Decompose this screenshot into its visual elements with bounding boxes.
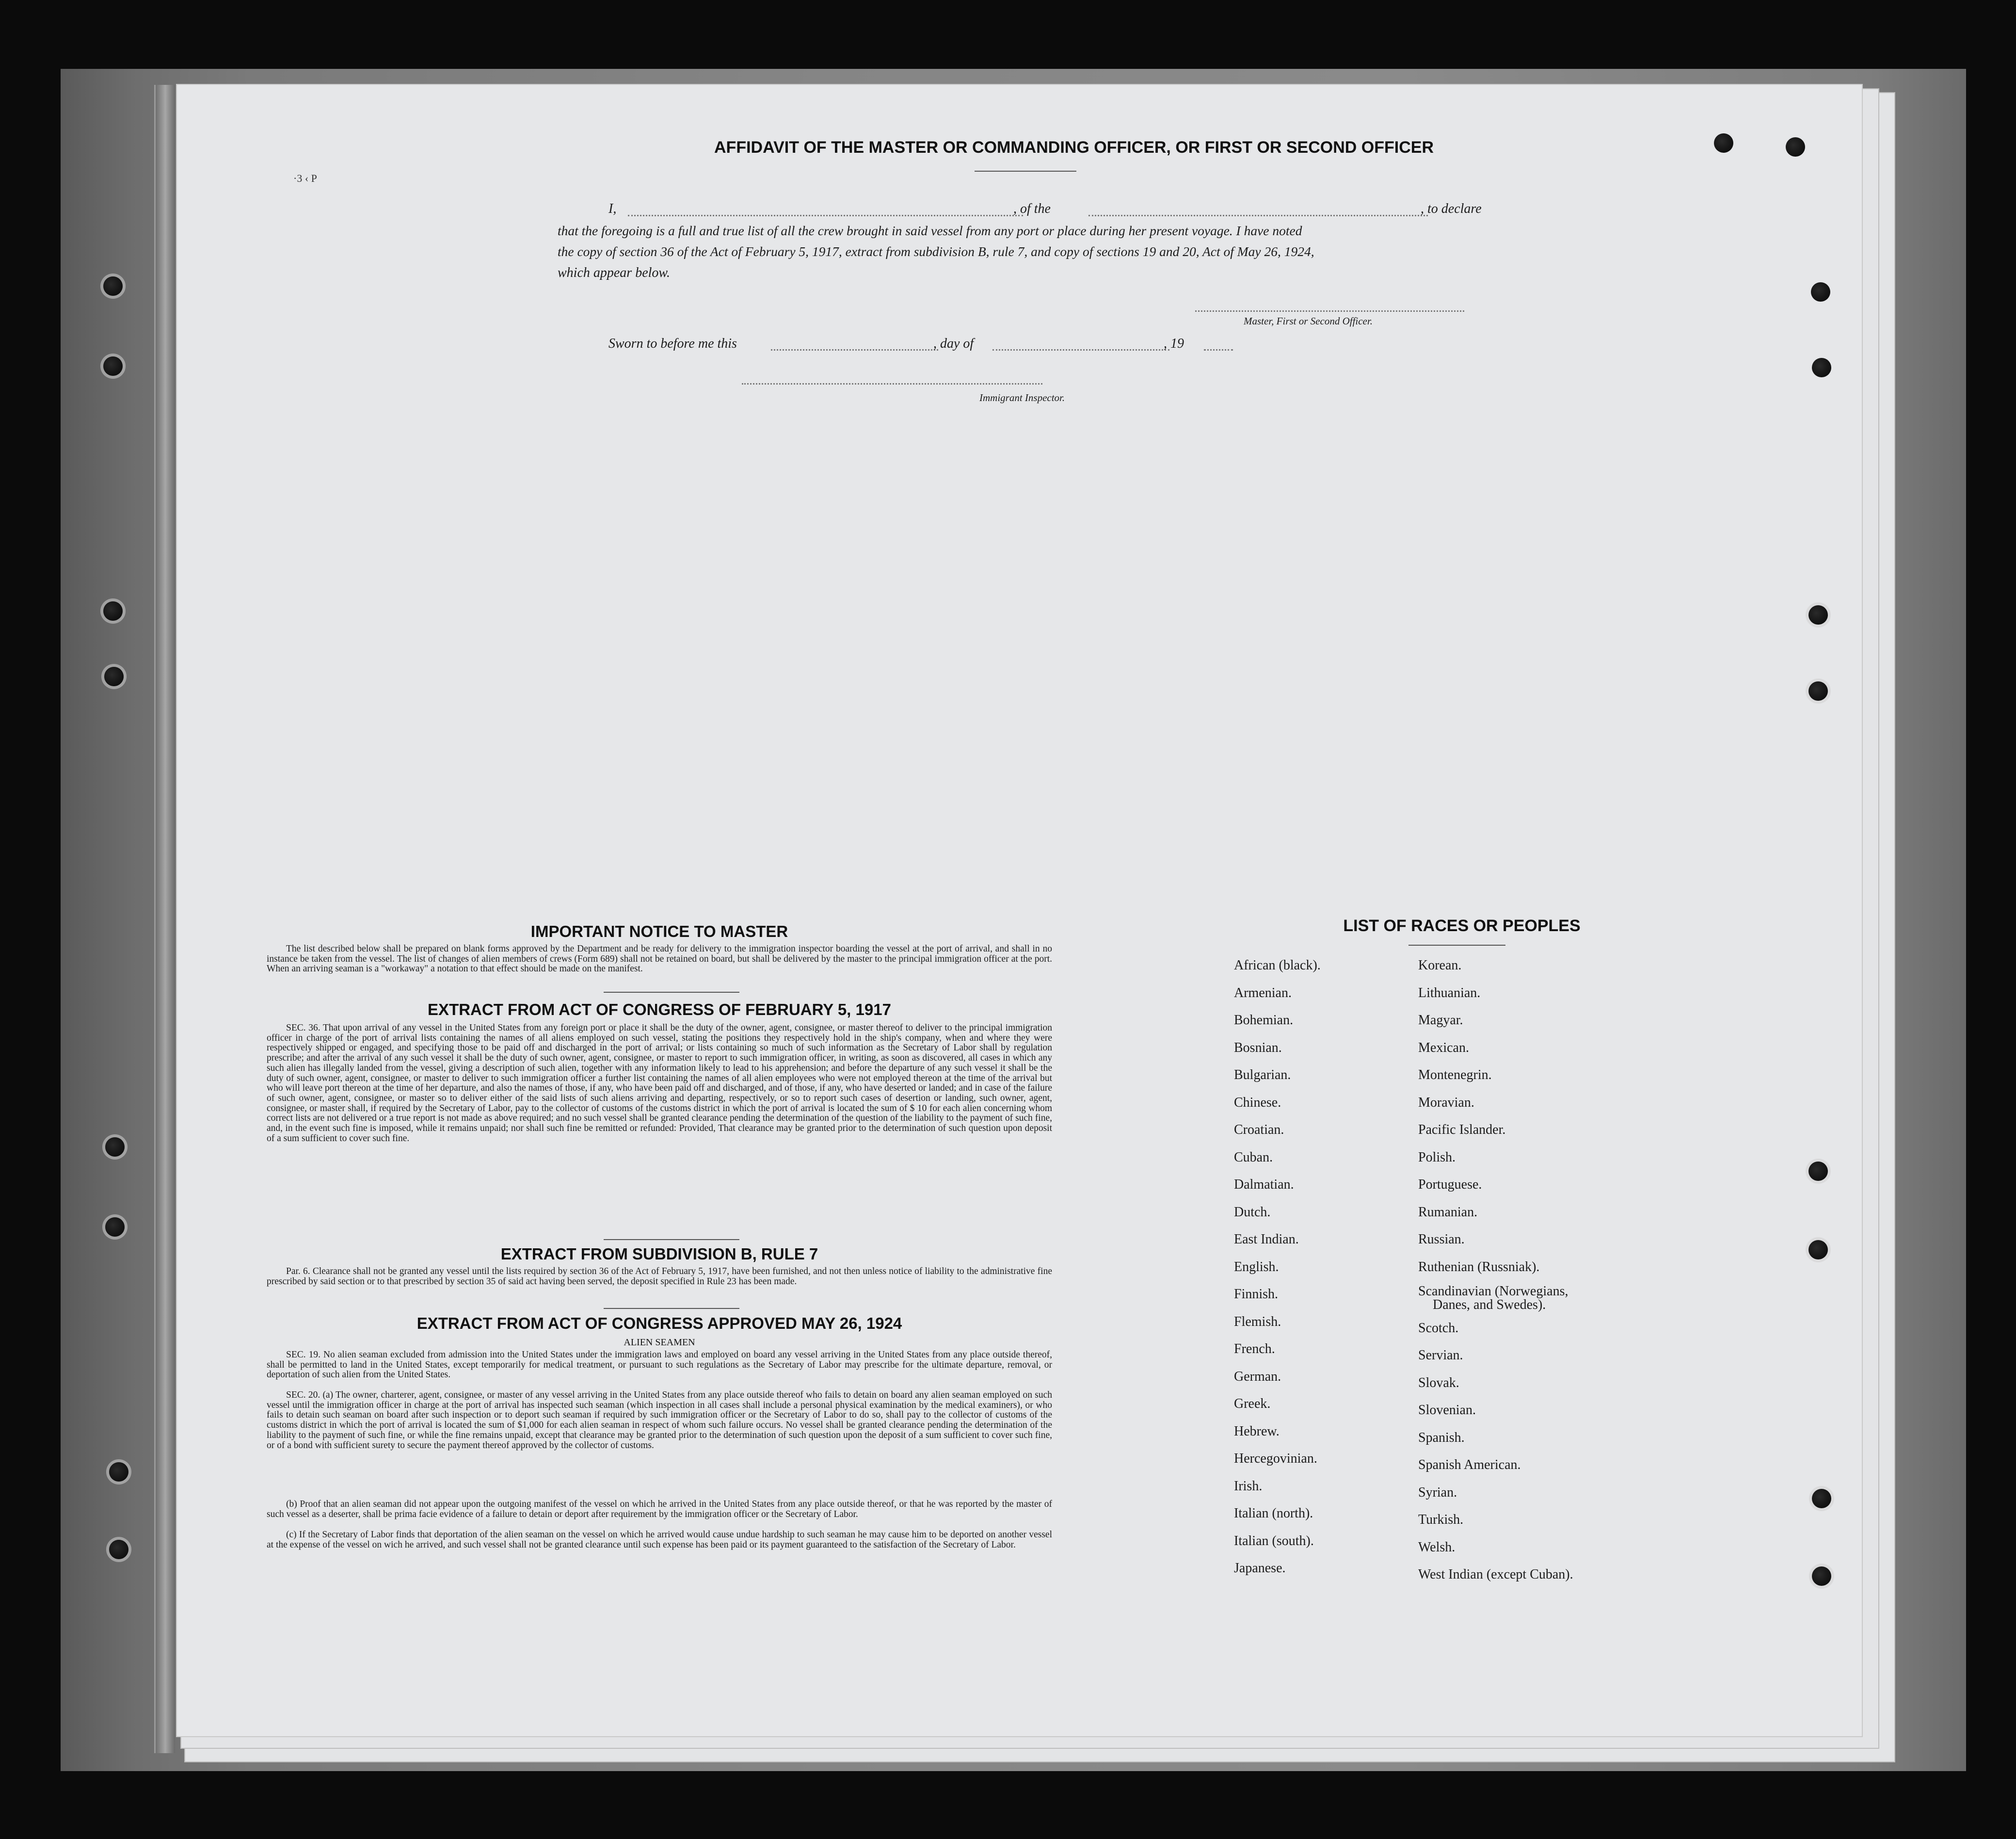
punch-hole: [1811, 282, 1830, 302]
punch-hole: [1808, 681, 1828, 701]
race-item: Armenian.: [1234, 985, 1292, 1000]
punch-hole: [1812, 358, 1831, 377]
race-item: Polish.: [1418, 1150, 1456, 1165]
races-title: LIST OF RACES OR PEOPLES: [1343, 917, 1581, 935]
subdivision-b-title: EXTRACT FROM SUBDIVISION B, RULE 7: [500, 1245, 818, 1263]
punch-hole: [1786, 137, 1805, 157]
race-item: Spanish.: [1418, 1430, 1465, 1445]
vessel-blank: [1088, 215, 1428, 216]
race-item: Portuguese.: [1418, 1177, 1482, 1192]
extract-1917-text: SEC. 36. That upon arrival of any vessel in the United States from any foreign port or place it shall be the duty of the owner, agent, consignee, or master thereof to deliver to the principal immigration officer in charge of the port of arrival lists containing the names of all aliens employed on such vessel, stating the positions they respectively hold in the ship's company, when and where they were respectively shipped or engaged, and specifying those to be paid off and discharged in the port of arrival; or lists containing so much of such information as the Secretary of Labor shall by regulation prescribe; and after the arrival of any such vessel it shall be the duty of such owner, agent, consignee, or master to report to such immigration officer, in writing, as soon as discovered, all cases in which any such alien has illegally landed from the vessel, giving a description of such alien, together with any information likely to lead to his apprehension; and before the departure of any such vessel it shall be the duty of such owner, agent, consignee, or master to deliver to such immigration officer a further list containing the names of all alien employees who were not employed thereon at the time of the arrival but who will leave port thereon at the time of her departure, and also the names of those, if any, who have been paid off and discharged, and of those, if any, who have deserted or landed; and in case of the failure of such owner, agent, consignee, or master so to deliver either of the said lists of such aliens arriving and departing, respectively, or so to report such cases of desertion or landing, such owner, agent, consignee, or master shall, if required by the Secretary of Labor, pay to the collector of customs of the customs district in which the port of arrival is located the sum of $ 10 for each alien concerning whom correct lists are not delivered or a true report is not made as above required; and no such vessel shall be granted clearance pending the determination of the question of the liability to the payment of such fine, and, in the event such fine is imposed, while it remains unpaid; nor shall such fine be remitted or refunded: Provided, That clearance may be granted prior to the determination of such question upon deposit of a sum sufficient to cover such fine.: [267, 1023, 1052, 1144]
race-item: Mexican.: [1418, 1040, 1469, 1055]
signature-line: [1195, 310, 1464, 312]
section-20a-text: SEC. 20. (a) The owner, charterer, agent, consignee, or master of any vessel arriving in the United States from any place outside thereof who fails to detain on board any alien seaman employed on such vessel until the immigration officer in charge at the port of arrival has inspected such seaman (which inspection in all cases shall include a personal physical examination by the medical examiners), or who fails to detain such seaman on board after such inspection or to deport such seaman if required by such immigration officer or the Secretary of Labor to do so, shall pay to the collector of customs of the customs district in which the port of arrival is located the sum of $1,000 for each alien seaman in respect of whom such failure occurs. No vessel shall be granted clearance pending the determination of the liability to the payment of such fine, or while the fine remains unpaid, except that clearance may be granted prior to the determination of such question upon the deposit of a sum sufficient to cover such fine, or of a bond with sufficient surety to secure the payment thereof approved by the collector of customs.: [267, 1390, 1052, 1451]
race-item: Pacific Islander.: [1418, 1122, 1506, 1137]
punch-hole: [1808, 605, 1828, 625]
race-item: Welsh.: [1418, 1540, 1456, 1555]
punch-hole: [104, 667, 124, 686]
punch-hole: [105, 1217, 125, 1237]
race-item: Turkish.: [1418, 1512, 1464, 1527]
race-item: Italian (north).: [1234, 1506, 1313, 1521]
notice-text: The list described below shall be prepared on blank forms approved by the Department and be ready for delivery to the immigration inspector boarding the vessel at the port of arrival, and shall in no instance be taken from the vessel. The list of changes of alien members of crews (Form 689) shall not be retained on board, but shall be delivered by the master to the principal immigration officer at the port. When an arriving seaman is a "workaway" a notation to that effect should be made on the manifest.: [267, 944, 1052, 974]
race-item: Dutch.: [1234, 1205, 1271, 1220]
inspector-caption: Immigrant Inspector.: [979, 392, 1065, 403]
race-item: Bohemian.: [1234, 1013, 1294, 1028]
race-item: Slovak.: [1418, 1375, 1459, 1390]
punch-hole: [105, 1137, 125, 1157]
margin-mark: ·3 ‹ P: [293, 172, 317, 184]
race-item: Bulgarian.: [1234, 1067, 1291, 1082]
affidavit-line-3: the copy of section 36 of the Act of February 5, 1917, extract from subdivision B, rule 7, and copy of sections 19 and 20, Act of May 26, 1924,: [558, 244, 1314, 259]
punch-hole: [103, 356, 123, 376]
sworn-day-blank: [771, 349, 938, 351]
name-blank: [628, 215, 1023, 216]
race-item: West Indian (except Cuban).: [1418, 1567, 1573, 1582]
race-item: Syrian.: [1418, 1485, 1457, 1500]
punch-hole: [1812, 1489, 1831, 1508]
race-item: African (black).: [1234, 958, 1321, 973]
divider: [604, 1239, 739, 1240]
divider: [604, 1308, 739, 1309]
punch-hole: [109, 1540, 128, 1559]
race-item: Hercegovinian.: [1234, 1451, 1317, 1466]
affidavit-line-2: that the foregoing is a full and true list of all the crew brought in said vessel from any port or place during her present voyage. I have noted: [558, 223, 1302, 238]
race-item: Italian (south).: [1234, 1533, 1314, 1549]
punch-hole: [1812, 1566, 1831, 1586]
punch-hole: [103, 601, 123, 621]
section-20b-text: (b) Proof that an alien seaman did not appear upon the outgoing manifest of the vessel on which he arrived in the United States from any place outside thereof, or that he was reported by the master of such vessel as a deserter, shall be prima facie evidence of a failure to detain or deport after requirement by the immigration officer or the Secretary of Labor.: [267, 1499, 1052, 1519]
race-item: East Indian.: [1234, 1232, 1299, 1247]
affidavit-i: I,: [608, 201, 617, 216]
race-item: Hebrew.: [1234, 1424, 1280, 1439]
race-item: Servian.: [1418, 1348, 1463, 1363]
binder-spine: [154, 85, 175, 1753]
race-item: Dalmatian.: [1234, 1177, 1294, 1192]
race-item: Slovenian.: [1418, 1403, 1476, 1418]
affidavit-of-the: , of the: [1013, 201, 1051, 216]
extract-1917-title: EXTRACT FROM ACT OF CONGRESS OF FEBRUARY 5, 1917: [428, 1000, 891, 1018]
divider: [604, 992, 739, 993]
subdivision-b-text: Par. 6. Clearance shall not be granted any vessel until the lists required by section 36 of the Act of February 5, 1917, have been furnished, and not then unless notice of liability to the administrative fine prescribed by said section or to that prescribed by section 35 of said act having been served, the deposit specified in Rule 23 has been made.: [267, 1266, 1052, 1287]
race-item: Flemish.: [1234, 1314, 1281, 1329]
race-item: French.: [1234, 1341, 1275, 1356]
race-item: Montenegrin.: [1418, 1067, 1492, 1082]
race-item: Scotch.: [1418, 1321, 1459, 1336]
race-item: Korean.: [1418, 958, 1462, 973]
divider: [975, 171, 1076, 172]
day-of-label: , day of: [933, 336, 974, 351]
punch-hole: [1714, 133, 1733, 153]
race-item: Irish.: [1234, 1479, 1263, 1494]
manifest-page: [177, 85, 1862, 1736]
divider: [1408, 945, 1505, 946]
signature-caption: Master, First or Second Officer.: [1244, 315, 1373, 327]
punch-hole: [103, 276, 123, 296]
race-item: Moravian.: [1418, 1095, 1474, 1110]
affidavit-to-declare: , to declare: [1421, 201, 1482, 216]
race-item: Greek.: [1234, 1396, 1271, 1411]
race-item: Rumanian.: [1418, 1205, 1478, 1220]
race-item: English.: [1234, 1259, 1279, 1274]
race-item: Finnish.: [1234, 1287, 1279, 1302]
extract-1924-title: EXTRACT FROM ACT OF CONGRESS APPROVED MAY 26, 1924: [416, 1314, 902, 1332]
race-item: Danes, and Swedes).: [1433, 1297, 1546, 1312]
alien-seamen-subtitle: ALIEN SEAMEN: [624, 1337, 695, 1348]
race-item: Croatian.: [1234, 1122, 1284, 1137]
section-20c-text: (c) If the Secretary of Labor finds that deportation of the alien seaman on the vessel on which he arrived would cause undue hardship to such seaman he may cause him to be deported on another vessel at the expense of the vessel on wich he arrived, and such vessel shall not be granted clearance until such expense has been paid or its payment guaranteed to the satisfaction of the Secretary of Labor.: [267, 1530, 1052, 1550]
sworn-month-blank: [992, 349, 1169, 351]
race-item: Spanish American.: [1418, 1457, 1521, 1472]
race-item: Ruthenian (Russniak).: [1418, 1259, 1540, 1274]
race-item: Japanese.: [1234, 1561, 1286, 1576]
inspector-line: [742, 383, 1042, 385]
punch-hole: [109, 1462, 128, 1482]
race-item: German.: [1234, 1369, 1281, 1384]
year-label: , 19: [1164, 336, 1184, 351]
year-blank: [1204, 349, 1233, 351]
race-item: Chinese.: [1234, 1095, 1281, 1110]
race-item: Magyar.: [1418, 1013, 1463, 1028]
sworn-label: Sworn to before me this: [608, 336, 737, 351]
section-19-text: SEC. 19. No alien seaman excluded from admission into the United States under the immigration laws and employed on board any vessel arriving in the United States from any place outside thereof, shall be permitted to land in the United States, except temporarily for medical treatment, or pursuant to such regulations as the Secretary of Labor may prescribe for the ultimate departure, removal, or deportation of such alien from the United States.: [267, 1350, 1052, 1380]
affidavit-title: AFFIDAVIT OF THE MASTER OR COMMANDING OFFICER, OR FIRST OR SECOND OFFICER: [714, 138, 1434, 157]
race-item: Bosnian.: [1234, 1040, 1282, 1055]
punch-hole: [1808, 1161, 1828, 1181]
race-item: Russian.: [1418, 1232, 1465, 1247]
race-item: Cuban.: [1234, 1150, 1273, 1165]
punch-hole: [1808, 1240, 1828, 1259]
race-item: Scandinavian (Norwegians,: [1418, 1284, 1568, 1299]
race-item: Lithuanian.: [1418, 985, 1481, 1000]
affidavit-line-4: which appear below.: [558, 265, 671, 280]
notice-title: IMPORTANT NOTICE TO MASTER: [530, 922, 788, 940]
